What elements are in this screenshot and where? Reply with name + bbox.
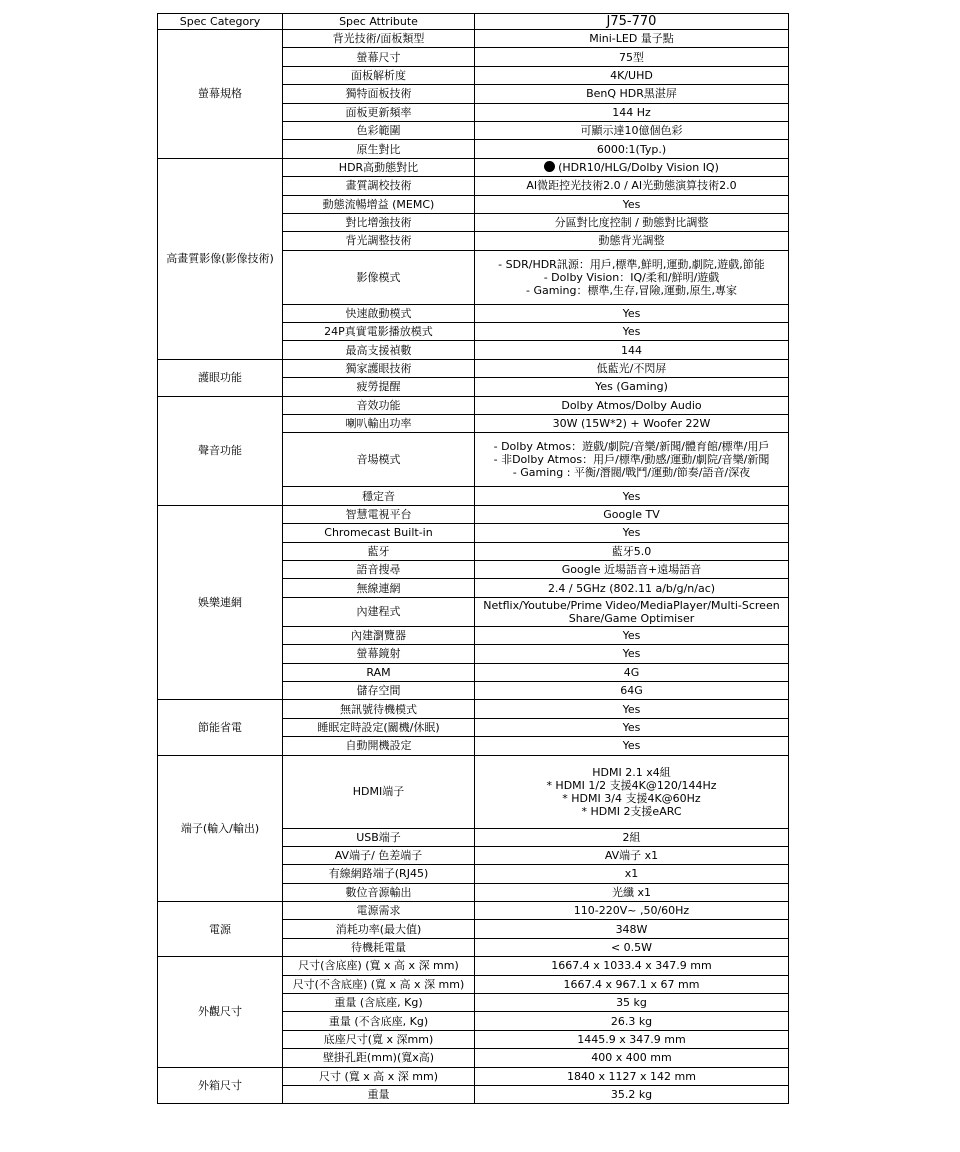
spec-value-line: * HDMI 2支援eARC: [581, 804, 682, 818]
spec-category: 端子(輸入/輸出): [158, 755, 283, 902]
spec-value-line: - Dolby Atmos：遊戲/劇院/音樂/新聞/體育館/標準/用戶: [493, 440, 770, 454]
spec-value: [475, 718, 789, 736]
spec-value-line: Google TV: [603, 508, 660, 521]
spec-value-line: Dolby Atmos/Dolby Audio: [561, 398, 702, 412]
spec-value: [475, 396, 789, 414]
filled-circle-icon: [544, 161, 555, 172]
spec-attribute: 尺寸 (寬 x 高 x 深 mm): [283, 1067, 475, 1085]
spec-value: [475, 975, 789, 993]
spec-value: [475, 883, 789, 901]
spec-value: [475, 250, 789, 304]
spec-attribute: 24P真實電影播放模式: [283, 323, 475, 341]
spec-value: [475, 433, 789, 487]
spec-value: [475, 213, 789, 231]
header-model: J75-770: [475, 14, 789, 30]
spec-attribute: 快速啟動模式: [283, 304, 475, 322]
spec-attribute: 底座尺寸(寬 x 深mm): [283, 1030, 475, 1048]
spec-value-line: 6000:1(Typ.): [596, 142, 667, 156]
header-attribute: Spec Attribute: [283, 14, 475, 30]
spec-attribute: 無訊號待機模式: [283, 700, 475, 718]
spec-value: [475, 323, 789, 341]
spec-attribute: AV端子/ 色差端子: [283, 846, 475, 864]
spec-attribute: 動態流暢增益 (MEMC): [283, 195, 475, 213]
spec-category: 高畫質影像(影像技術): [158, 158, 283, 359]
spec-attribute: USB端子: [283, 828, 475, 846]
spec-attribute: 智慧電視平台: [283, 505, 475, 523]
spec-value-line: 348W: [615, 922, 648, 936]
spec-value-line: < 0.5W: [610, 941, 653, 955]
spec-value-line: 144 Hz: [612, 105, 651, 119]
spec-attribute: 語音搜尋: [283, 560, 475, 578]
spec-attribute: 數位音源輸出: [283, 883, 475, 901]
spec-attribute: 自動開機設定: [283, 737, 475, 755]
spec-attribute: 壁掛孔距(mm)(寬x高): [283, 1049, 475, 1067]
spec-value-line: 藍牙5.0: [611, 544, 652, 558]
spec-value: [475, 846, 789, 864]
table-row: [158, 30, 789, 48]
spec-attribute: 內建瀏覽器: [283, 626, 475, 644]
spec-value-line: 30W (15W*2) + Woofer 22W: [552, 417, 711, 431]
spec-value-line: 64G: [620, 684, 643, 698]
spec-value-line: 光纖 x1: [611, 885, 651, 899]
spec-value-line: Yes: [622, 702, 641, 716]
spec-attribute: 電源需求: [283, 902, 475, 920]
spec-value-line: Yes: [622, 647, 641, 661]
spec-category: 外箱尺寸: [158, 1067, 283, 1104]
spec-value-line: 1667.4 x 967.1 x 67 mm: [563, 977, 700, 991]
spec-attribute: 尺寸(含底座) (寬 x 高 x 深 mm): [283, 957, 475, 975]
spec-value: [475, 177, 789, 195]
spec-value: [475, 48, 789, 66]
spec-value-line: 26.3 kg: [610, 1014, 653, 1028]
spec-value-line: 2組: [622, 830, 641, 844]
spec-value-line: AI微距控光技術2.0 / AI光動態演算技術2.0: [526, 179, 737, 193]
spec-value: [475, 85, 789, 103]
spec-value-line: AV端子 x1: [604, 849, 659, 863]
spec-attribute: 獨特面板技術: [283, 85, 475, 103]
header-row: [158, 14, 789, 30]
spec-value-line: - SDR/HDR訊源：用戶,標準,鮮明,運動,劇院,遊戲,節能: [498, 257, 765, 271]
spec-value: [475, 1085, 789, 1103]
spec-attribute: 背光調整技術: [283, 232, 475, 250]
spec-value: [475, 304, 789, 322]
spec-attribute: RAM: [283, 663, 475, 681]
table-row: [158, 700, 789, 718]
spec-attribute: 消耗功率(最大值): [283, 920, 475, 938]
spec-value: [475, 957, 789, 975]
spec-value-line: 35.2 kg: [610, 1088, 653, 1102]
spec-value-line: 1445.9 x 347.9 mm: [577, 1032, 686, 1046]
spec-value: [475, 232, 789, 250]
spec-attribute: 睡眠定時設定(關機/休眠): [283, 718, 475, 736]
spec-attribute: HDR高動態對比: [283, 158, 475, 176]
spec-value: [475, 487, 789, 505]
spec-category: 娛樂連網: [158, 505, 283, 700]
table-row: [158, 505, 789, 523]
spec-value-line: 110-220V~ ,50/60Hz: [573, 904, 690, 918]
spec-value: [475, 755, 789, 828]
spec-value-line: Yes: [622, 526, 641, 540]
spec-category: 螢幕規格: [158, 30, 283, 159]
spec-category: 聲音功能: [158, 396, 283, 505]
spec-value-line: * HDMI 3/4 支援4K@60Hz: [562, 791, 701, 805]
spec-attribute: 螢幕尺寸: [283, 48, 475, 66]
spec-value-line: Yes: [622, 739, 641, 753]
spec-value-line: Netflix/Youtube/Prime Video/MediaPlayer/Multi-Screen: [483, 598, 780, 612]
spec-attribute: HDMI端子: [283, 755, 475, 828]
spec-value: [475, 378, 789, 396]
spec-value-line: 1667.4 x 1033.4 x 347.9 mm: [551, 959, 712, 973]
spec-attribute: Chromecast Built-in: [283, 524, 475, 542]
spec-attribute: 尺寸(不含底座) (寬 x 高 x 深 mm): [283, 975, 475, 993]
spec-value: [475, 994, 789, 1012]
spec-value: [475, 737, 789, 755]
spec-value: [475, 700, 789, 718]
spec-category: 電源: [158, 902, 283, 957]
table-row: [158, 1067, 789, 1085]
spec-category: 節能省電: [158, 700, 283, 755]
spec-value-line: Yes: [622, 306, 641, 320]
spec-value-line: 低藍光/不閃屏: [596, 362, 667, 376]
spec-value: [475, 415, 789, 433]
spec-attribute: 畫質調校技術: [283, 177, 475, 195]
spec-value: [475, 597, 789, 626]
spec-attribute: 重量 (不含底座, Kg): [283, 1012, 475, 1030]
spec-value: [475, 1067, 789, 1085]
spec-attribute: 內建程式: [283, 597, 475, 626]
spec-value-line: Share/Game Optimiser: [568, 611, 695, 625]
spec-attribute: 待機耗電量: [283, 938, 475, 956]
table-row: [158, 902, 789, 920]
spec-value-line: 4K/UHD: [610, 68, 653, 82]
spec-value-line: 4G: [623, 665, 640, 679]
spec-value-line: Google 近場語音+遠場語音: [561, 563, 702, 577]
table-row: [158, 755, 789, 828]
spec-attribute: 音場模式: [283, 433, 475, 487]
spec-value: [475, 902, 789, 920]
spec-value: [475, 542, 789, 560]
spec-attribute: 螢幕鏡射: [283, 645, 475, 663]
spec-value: [475, 920, 789, 938]
spec-value: [475, 158, 789, 176]
spec-value-text: (HDR10/HLG/Dolby Vision IQ): [558, 160, 719, 174]
table-row: [158, 359, 789, 377]
spec-attribute: 穩定音: [283, 487, 475, 505]
spec-attribute: 獨家護眼技術: [283, 359, 475, 377]
spec-value: [475, 66, 789, 84]
spec-attribute: 對比增強技術: [283, 213, 475, 231]
spec-category: 外觀尺寸: [158, 957, 283, 1067]
spec-attribute: 面板更新頻率: [283, 103, 475, 121]
spec-value-line: Mini-LED 量子點: [589, 32, 674, 46]
spec-value: [475, 103, 789, 121]
spec-value-line: BenQ HDR黑湛屏: [586, 87, 677, 101]
spec-value-line: - Gaming : 平衡/潛閥/戰鬥/運動/節奏/語音/深夜: [512, 466, 751, 480]
spec-value-line: - 非Dolby Atmos：用戶/標準/動感/運動/劇院/音樂/新聞: [493, 453, 770, 467]
spec-value-line: - Gaming：標準,生存,冒險,運動,原生,專家: [526, 283, 737, 297]
spec-table-body: [158, 14, 789, 1104]
spec-value-line: Yes (Gaming): [595, 380, 668, 394]
header-category: Spec Category: [158, 14, 283, 30]
spec-category: 護眼功能: [158, 359, 283, 396]
spec-attribute: 疲勞提醒: [283, 378, 475, 396]
spec-value-line: 可顯示達10億個色彩: [580, 124, 683, 138]
spec-attribute: 面板解析度: [283, 66, 475, 84]
spec-value: [475, 524, 789, 542]
spec-value: [475, 626, 789, 644]
spec-attribute: 最高支援禎數: [283, 341, 475, 359]
spec-value: [475, 140, 789, 158]
spec-value: [475, 579, 789, 597]
spec-value-line: 144: [621, 343, 642, 357]
spec-attribute: 喇叭輸出功率: [283, 415, 475, 433]
spec-value-line: 1840 x 1127 x 142 mm: [567, 1069, 696, 1083]
spec-value: [475, 1030, 789, 1048]
spec-value: [475, 1012, 789, 1030]
table-row: [158, 158, 789, 176]
spec-value: [475, 681, 789, 699]
spec-value: [475, 865, 789, 883]
spec-value-line: 35 kg: [616, 996, 647, 1010]
spec-attribute: 音效功能: [283, 396, 475, 414]
spec-value-line: 75型: [619, 50, 644, 64]
spec-value-line: Yes: [622, 720, 641, 734]
spec-value-line: Yes: [622, 197, 641, 211]
spec-value: [475, 828, 789, 846]
spec-value: [475, 359, 789, 377]
spec-value-line: x1: [624, 867, 639, 881]
spec-table: [157, 13, 789, 1104]
spec-value-line: 2.4 / 5GHz (802.11 a/b/g/n/ac): [547, 581, 716, 595]
spec-value-line: - Dolby Vision：IQ/柔和/鮮明/遊戲: [543, 270, 720, 284]
spec-value: [475, 560, 789, 578]
spec-attribute: 有線網路端子(RJ45): [283, 865, 475, 883]
spec-value-line: 400 x 400 mm: [591, 1051, 672, 1065]
spec-attribute: 藍牙: [283, 542, 475, 560]
spec-value: [475, 341, 789, 359]
spec-attribute: 原生對比: [283, 140, 475, 158]
spec-value-line: 分區對比度控制 / 動態對比調整: [554, 216, 709, 230]
spec-value: [475, 505, 789, 523]
spec-attribute: 影像模式: [283, 250, 475, 304]
spec-value-line: Yes: [622, 628, 641, 642]
spec-value-line: Yes: [622, 325, 641, 339]
spec-value-line: [478, 161, 785, 174]
spec-attribute: 儲存空間: [283, 681, 475, 699]
spec-value-line: HDMI 2.1 x4組: [592, 765, 671, 779]
spec-value: [475, 663, 789, 681]
spec-value: [475, 645, 789, 663]
spec-value-line: Yes: [622, 489, 641, 503]
spec-value-line: * HDMI 1/2 支援4K@120/144Hz: [546, 778, 717, 792]
spec-value: [475, 1049, 789, 1067]
spec-attribute: 色彩範圍: [283, 121, 475, 139]
table-row: [158, 396, 789, 414]
spec-value-line: 動態背光調整: [598, 234, 665, 248]
spec-value: [475, 195, 789, 213]
spec-value: [475, 938, 789, 956]
spec-attribute: 無線連網: [283, 579, 475, 597]
spec-attribute: 重量: [283, 1085, 475, 1103]
spec-value: [475, 121, 789, 139]
spec-attribute: 重量 (含底座, Kg): [283, 994, 475, 1012]
spec-attribute: 背光技術/面板類型: [283, 30, 475, 48]
table-row: [158, 957, 789, 975]
spec-value: [475, 30, 789, 48]
